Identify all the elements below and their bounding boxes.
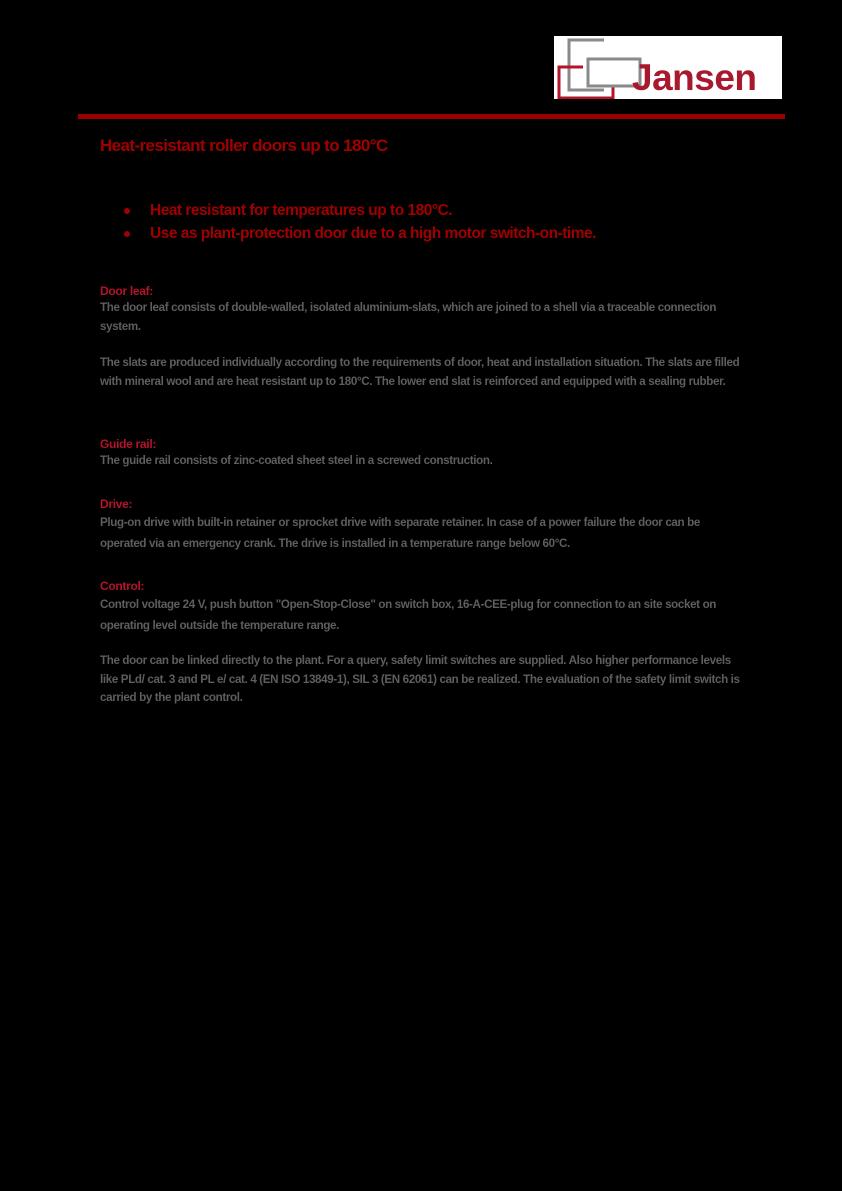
bullet-text: Heat resistant for temperatures up to 180°C. <box>150 202 453 219</box>
section-drive <box>100 496 745 554</box>
page-title: Heat-resistant roller doors up to 180°C <box>100 136 388 155</box>
section-paragraph: The slats are produced individually according to the requirements of door, heat and installation situation. The slats are filled with mineral wool and are heat resistant up to 180°C. The lower end slat is reinforced and equipped with a sealing rubber. <box>100 356 740 388</box>
section-heading: Guide rail: <box>100 437 157 451</box>
section-paragraph: Plug-on drive with built-in retainer or sprocket drive with separate retainer. In case of a power failure the door can be operated via an emergency crank. The drive is installed in a temperature range below 60°C. <box>100 516 700 550</box>
header-rule <box>78 114 785 119</box>
bullet-text: Use as plant-protection door due to a high motor switch-on-time. <box>150 225 596 242</box>
section-paragraph: The door can be linked directly to the plant. For a query, safety limit switches are supplied. Also higher performance levels like PLd/ cat. 3 and PL e/ cat. 4 (EN ISO 13849-1), SIL 3 (EN 62061) can be realized. The evaluation of the safety limit switch is carried by the plant control. <box>100 654 740 704</box>
bullet-item <box>118 222 596 245</box>
logo-wordmark: Jansen <box>632 57 757 98</box>
section-heading: Drive: <box>100 497 133 511</box>
section-door-leaf <box>100 283 745 391</box>
section-paragraph: The door leaf consists of double-walled, isolated aluminium-slats, which are joined to a shell via a traceable connection system. <box>100 301 717 333</box>
section-heading: Control: <box>100 579 145 593</box>
bullet-icon <box>124 231 130 237</box>
section-control <box>100 578 745 708</box>
bullet-icon <box>124 208 130 214</box>
jansen-logo <box>554 36 782 99</box>
section-paragraph: The guide rail consists of zinc-coated sheet steel in a screwed construction. <box>100 454 493 467</box>
feature-bullets <box>118 199 596 245</box>
section-guide-rail <box>100 436 745 471</box>
bullet-item <box>118 199 596 222</box>
section-paragraph: Control voltage 24 V, push button "Open-Stop-Close" on switch box, 16-A-CEE-plug for connection to an site socket on operating level outside the temperature range. <box>100 598 717 632</box>
section-heading: Door leaf: <box>100 284 154 298</box>
